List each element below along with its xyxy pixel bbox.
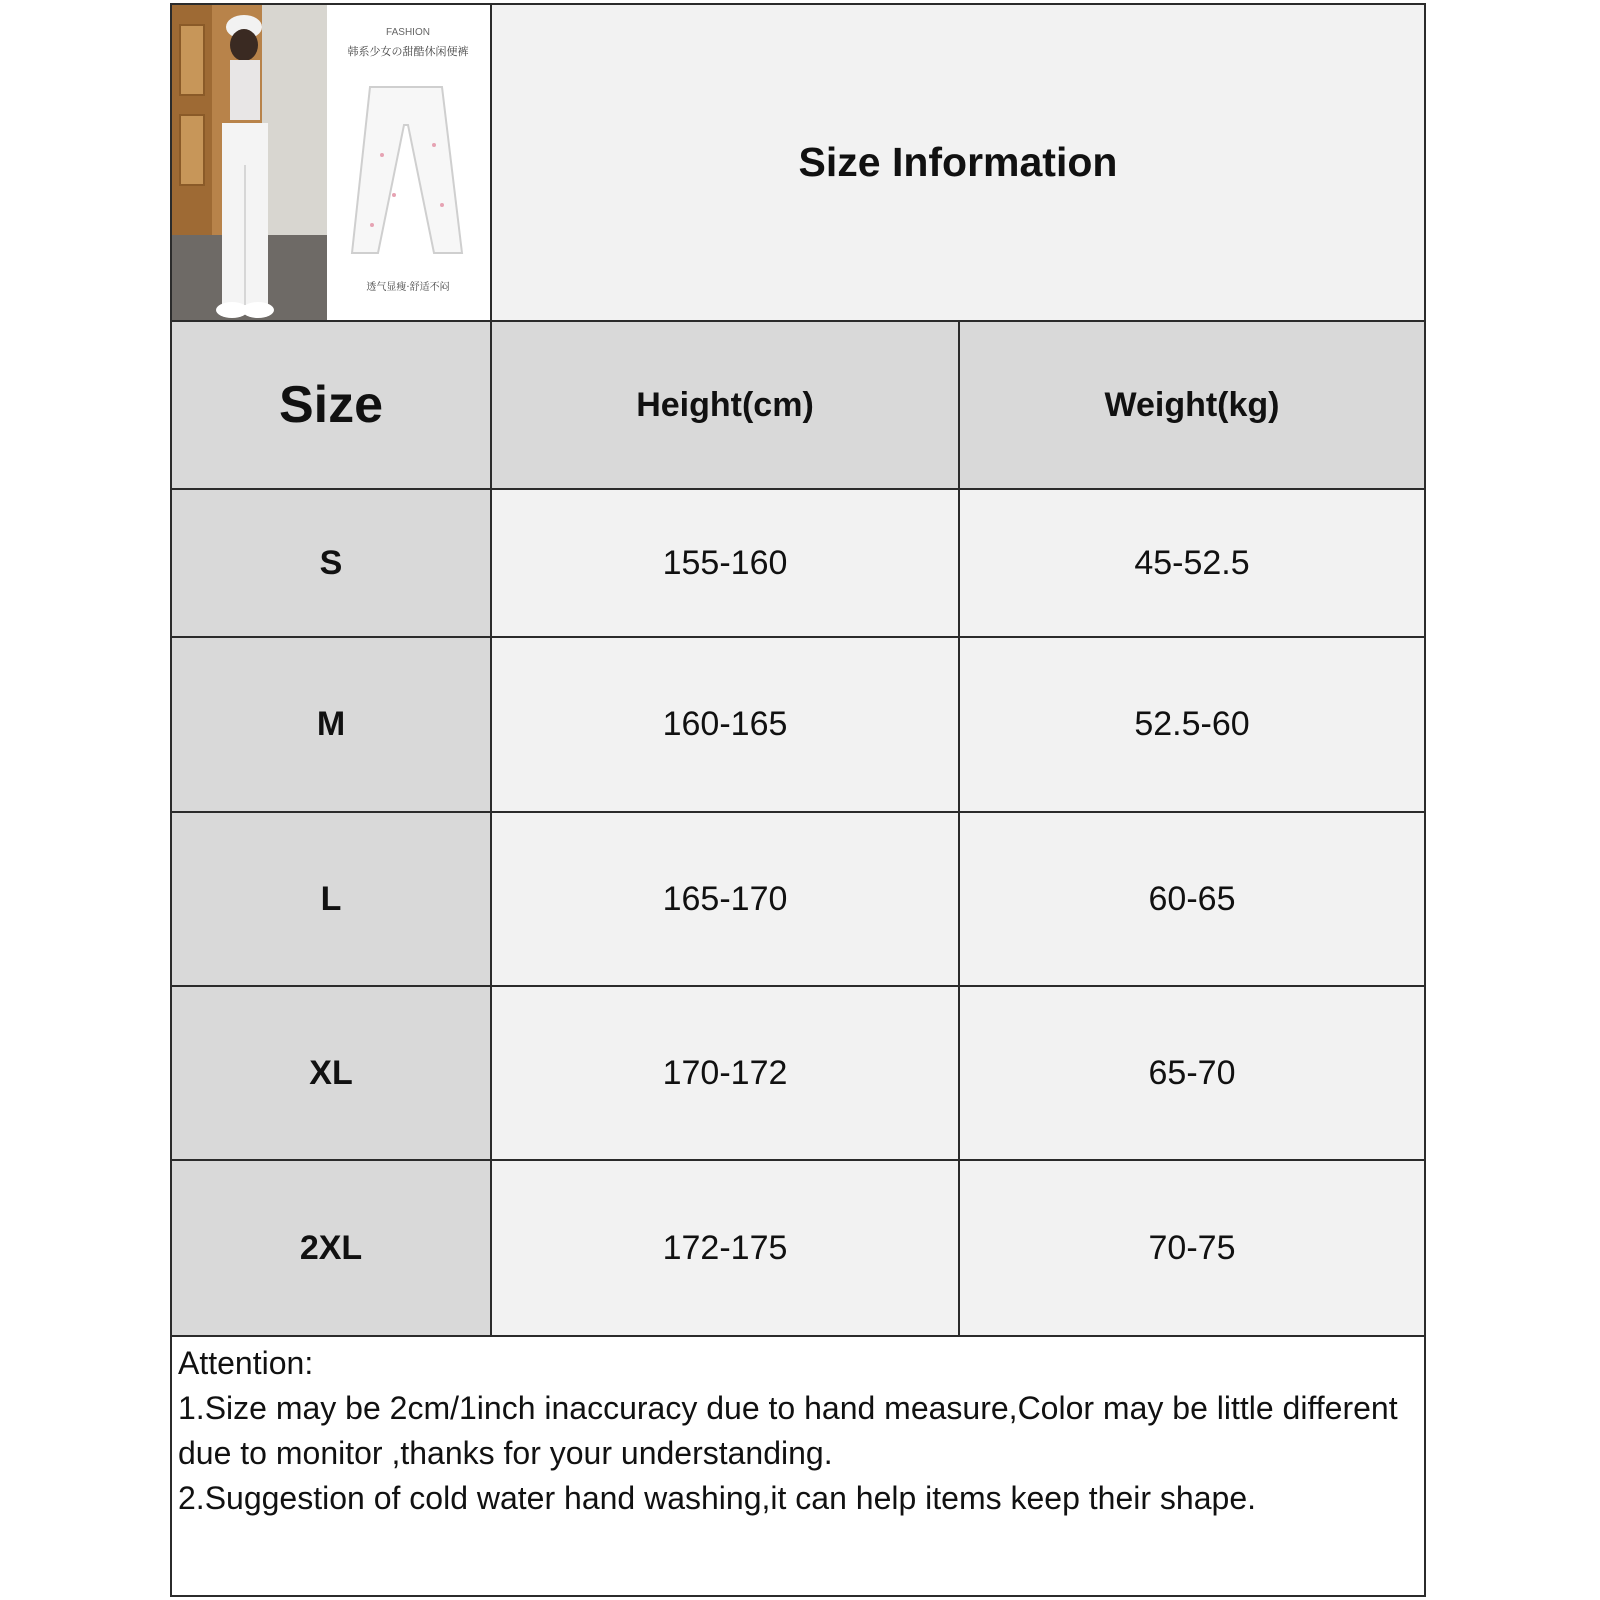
weight-value: 45-52.5 (958, 488, 1424, 636)
size-label: XL (172, 985, 490, 1159)
height-value: 170-172 (490, 985, 958, 1159)
column-header-height: Height(cm) (490, 320, 958, 488)
attention-notes (172, 1335, 1424, 1595)
weight-value: 60-65 (958, 811, 1424, 985)
product-footer-text: 透气显瘦·舒适不闷 (366, 282, 450, 293)
size-chart (170, 3, 1426, 1597)
weight-value: 52.5-60 (958, 636, 1424, 811)
product-brand-text: FASHION (386, 27, 430, 38)
weight-value: 65-70 (958, 985, 1424, 1159)
weight-value: 70-75 (958, 1159, 1424, 1335)
notes-line-1: 1.Size may be 2cm/1inch inaccuracy due to hand measure,Color may be little different due to monitor ,thanks for your understanding. (178, 1390, 1398, 1471)
height-value: 155-160 (490, 488, 958, 636)
height-value: 160-165 (490, 636, 958, 811)
column-header-size: Size (172, 320, 490, 488)
product-image (172, 5, 490, 320)
size-label: M (172, 636, 490, 811)
size-label: S (172, 488, 490, 636)
column-header-weight: Weight(kg) (958, 320, 1424, 488)
size-label: L (172, 811, 490, 985)
product-caption-text: 韩系少女の甜酷休闲便裤 (347, 45, 469, 58)
height-value: 172-175 (490, 1159, 958, 1335)
notes-line-2: 2.Suggestion of cold water hand washing,it can help items keep their shape. (178, 1480, 1256, 1516)
product-photo-illustration (172, 5, 490, 320)
page-title: Size Information (490, 5, 1424, 320)
notes-heading: Attention: (178, 1345, 314, 1381)
size-label: 2XL (172, 1159, 490, 1335)
height-value: 165-170 (490, 811, 958, 985)
